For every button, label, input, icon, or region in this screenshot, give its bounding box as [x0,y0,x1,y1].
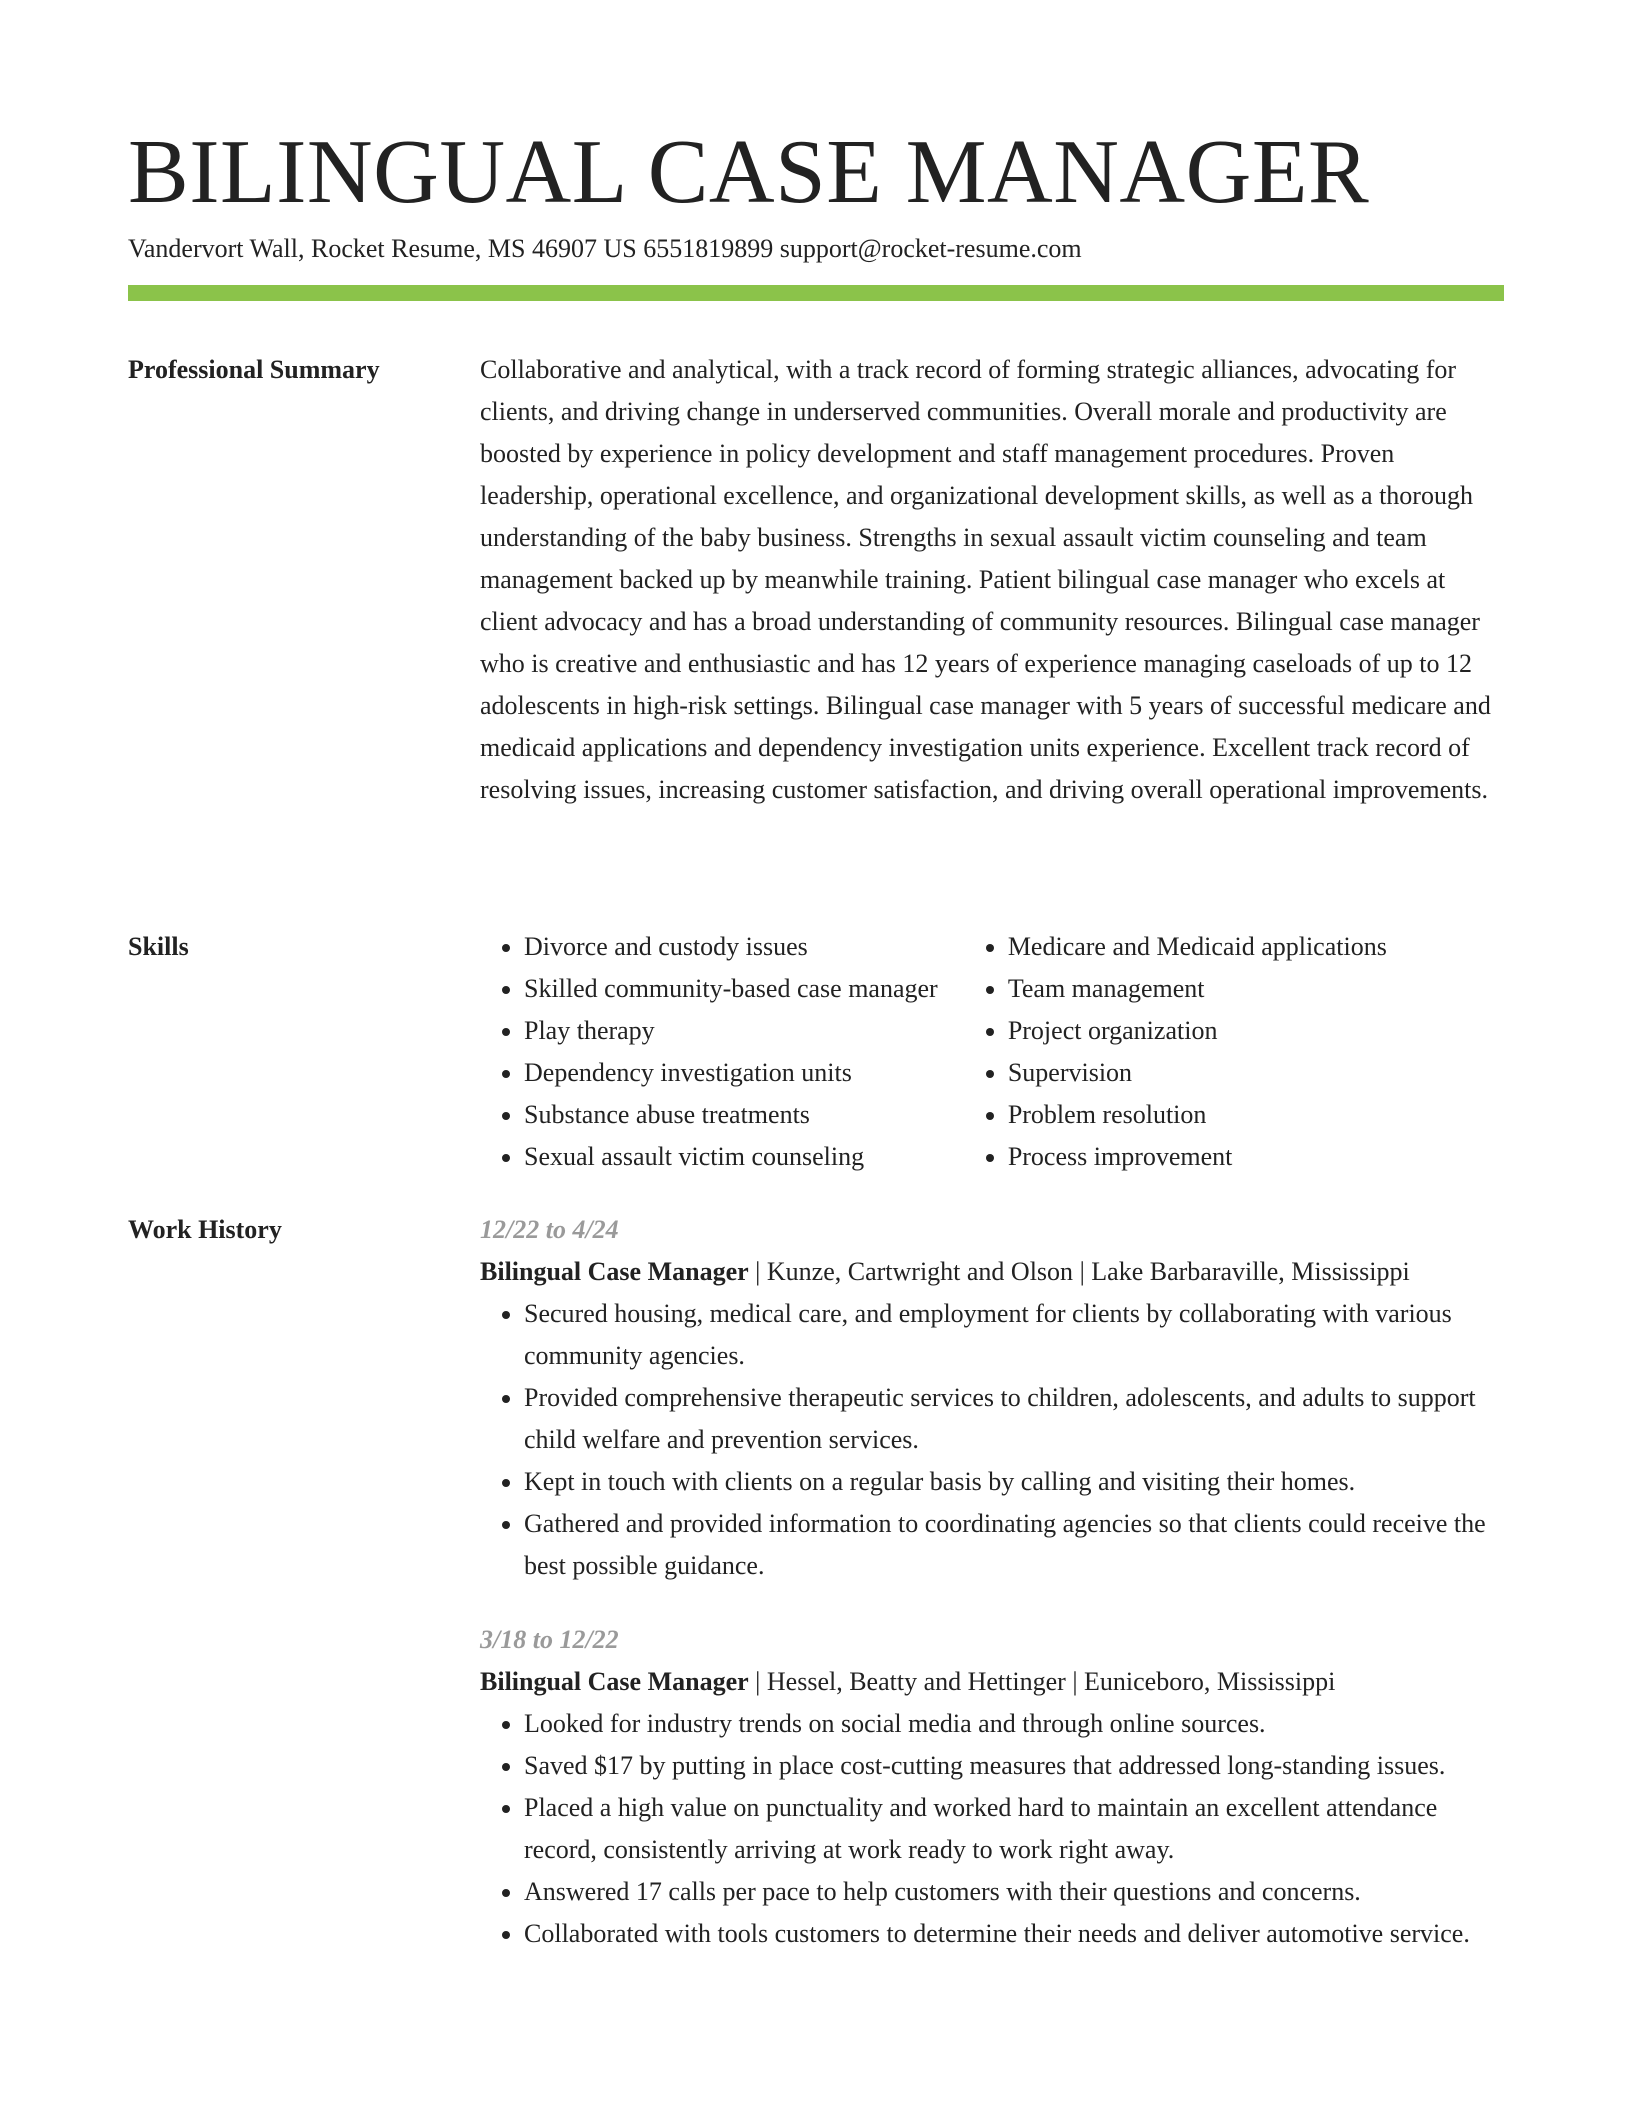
skill-item: • Divorce and custody issues [524,926,964,968]
job-heading [480,1251,1505,1293]
skill-item: • Project organization [1008,1010,1505,1052]
job-bullet: • Gathered and provided information to coordinating agencies so that clients could receive the best possible guidance. [524,1503,1505,1587]
job-heading [480,1661,1505,1703]
job-separator: | [1065,1667,1085,1696]
skill-item: • Process improvement [1008,1136,1505,1178]
job-bullets [480,1703,1505,1955]
work-history-body [480,1209,1505,1987]
skills-list-left [480,926,964,1178]
skill-item: • Substance abuse treatments [524,1094,964,1136]
job-separator: | [748,1667,767,1696]
job-employer: Hessel, Beatty and Hettinger [766,1667,1066,1696]
job-bullets [480,1293,1505,1587]
job-separator: | [1073,1257,1092,1286]
summary-label: Professional Summary [128,355,380,384]
summary-body [480,349,1505,811]
skill-item: • Sexual assault victim counseling [524,1136,964,1178]
job-title: Bilingual Case Manager [480,1667,749,1696]
job-title: Bilingual Case Manager [480,1257,749,1286]
job-separator: | [748,1257,767,1286]
job-dates: 3/18 to 12/22 [480,1625,619,1654]
skill-item: • Supervision [1008,1052,1505,1094]
job-bullet: • Secured housing, medical care, and employment for clients by collaborating with various community agencies. [524,1293,1505,1377]
contact-line: Vandervort Wall, Rocket Resume, MS 46907 US 6551819899 support@rocket-resume.com [128,234,1082,263]
job-entry [480,1619,1505,1955]
skill-item: • Problem resolution [1008,1094,1505,1136]
work-history-label: Work History [128,1215,282,1244]
job-bullet: • Placed a high value on punctuality and worked hard to maintain an excellent attendance record, consistently arriving at work ready to work right away. [524,1787,1505,1871]
resume-title: BILINGUAL CASE MANAGER [128,121,1370,222]
skills-columns [480,926,1505,1178]
job-bullet: • Provided comprehensive therapeutic services to children, adolescents, and adults to support child welfare and prevention services. [524,1377,1505,1461]
job-entry [480,1209,1505,1587]
skill-item: • Medicare and Medicaid applications [1008,926,1505,968]
skill-item: • Team management [1008,968,1505,1010]
job-employer: Kunze, Cartwright and Olson [766,1257,1074,1286]
skill-item: • Dependency investigation units [524,1052,964,1094]
skill-item: • Skilled community-based case manager [524,968,964,1010]
job-bullet: • Saved $17 by putting in place cost-cutting measures that addressed long-standing issues. [524,1745,1505,1787]
skills-body [480,926,1505,1178]
job-bullet: • Kept in touch with clients on a regular basis by calling and visiting their homes. [524,1461,1505,1503]
header-divider [128,285,1504,301]
job-dates: 12/22 to 4/24 [480,1215,619,1244]
skill-item: • Play therapy [524,1010,964,1052]
summary-text: Collaborative and analytical, with a track record of forming strategic alliances, advocating for clients, and driving change in underserved communities. Overall morale and productivity are boosted by experience in policy development and staff management procedures. Proven leadership, operational excellence, and organizational development skills, as well as a thorough understanding of the baby business. Strengths in sexual assault victim counseling and team management backed up by meanwhile training. Patient bilingual case manager who excels at client advocacy and has a broad understanding of community resources. Bilingual case manager who is creative and enthusiastic and has 12 years of experience managing caseloads of up to 12 adolescents in high-risk settings. Bilingual case manager with 5 years of successful medicare and medicaid applications and dependency investigation units experience. Excellent track record of resolving issues, increasing customer satisfaction, and driving overall operational improvements. [480,355,1491,804]
job-location: Euniceboro, Mississippi [1084,1667,1336,1696]
job-location: Lake Barbaraville, Mississippi [1091,1257,1410,1286]
job-bullet: • Answered 17 calls per pace to help customers with their questions and concerns. [524,1871,1505,1913]
job-bullet: • Collaborated with tools customers to determine their needs and deliver automotive service. [524,1913,1505,1955]
job-bullet: • Looked for industry trends on social media and through online sources. [524,1703,1505,1745]
skills-list-right [964,926,1505,1178]
skills-label: Skills [128,932,189,961]
